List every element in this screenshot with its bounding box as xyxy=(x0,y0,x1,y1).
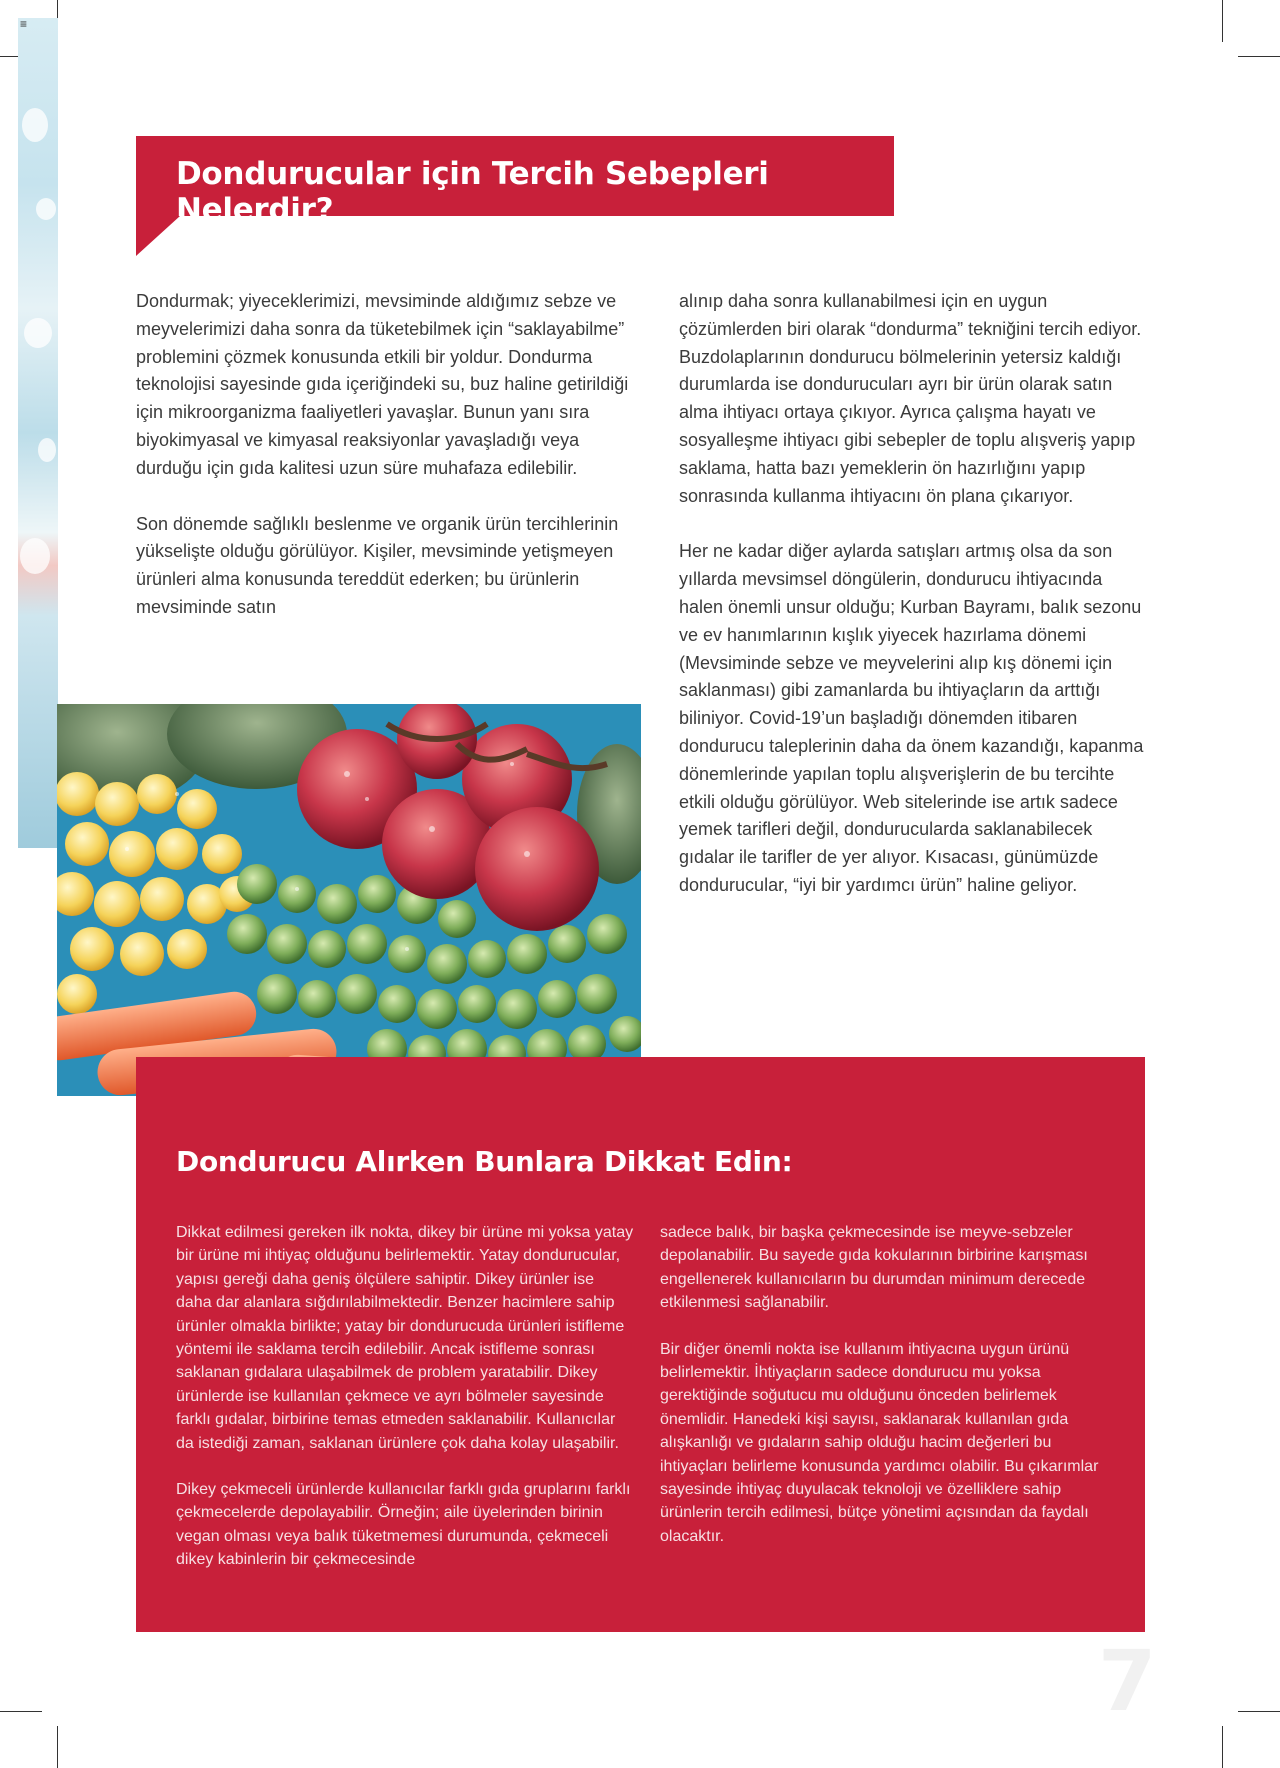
menu-icon[interactable]: ≡ xyxy=(20,17,28,31)
title-banner-tail xyxy=(136,216,180,256)
decorative-ice-strip xyxy=(18,18,58,848)
body-column-left xyxy=(136,288,636,650)
frozen-vegetables-photo xyxy=(57,704,641,1096)
paragraph: sadece balık, bir başka çekmecesinde ise meyve-sebzeler depolanabilir. Bu sayede gıda kokularının birbirine karışması engellenerek kullanıcıların bu durumdan minimum derecede etkilenmesi sağlanabilir. xyxy=(660,1224,1088,1312)
paragraph: Dondurmak; yiyeceklerimizi, mevsiminde aldığımız sebze ve meyvelerimizi daha sonra da tüketebilmek için “saklayabilme” problemini çözmek konusunda etkili bir yoldur. Dondurma teknolojisi sayesinde gıda içeriğindeki su, buz haline getirildiği için mikroorganizma faaliyetleri yavaşlar. Bunun yanı sıra biyokimyasal ve kimyasal reaksiyonlar yavaşladığı veya durduğu için gıda kalitesi uzun süre muhafaza edilebilir. xyxy=(136,291,629,478)
frozen-vegetables-illustration xyxy=(57,704,641,1096)
tips-column-left xyxy=(176,1221,634,1595)
crop-mark xyxy=(1222,1726,1223,1768)
crop-mark xyxy=(57,1726,58,1768)
page-number: 7 xyxy=(1098,1632,1157,1730)
crop-mark xyxy=(1222,0,1223,42)
tips-box xyxy=(136,1057,1145,1632)
paragraph: Bir diğer önemli nokta ise kullanım ihtiyacına uygun ürünü belirlemektir. İhtiyaçların sadece dondurucu mu yoksa gerektiğinde soğutucu mu olduğunu önceden belirlemek önemlidir. Hanedeki kişi sayısı, saklanarak kullanılan gıda alışkanlığı ve gıdaların sahip olduğu hacim değerleri bu ihtiyaçları belirleme konusunda yardımcı olabilir. Bu çıkarımlar sayesinde ihtiyaç duyulacak teknoloji ve özelliklere sahip ürünlerin tercih edilmesi, bütçe yönetimi açısından da faydalı olacaktır. xyxy=(660,1340,1099,1545)
tips-column-right xyxy=(660,1221,1110,1571)
paragraph: alınıp daha sonra kullanabilmesi için en uygun çözümlerden biri olarak “dondurma” tekniğini tercih ediyor. Buzdolaplarının dondurucu bölmelerinin yetersiz kaldığı durumlarda ise dondurucuları ayrı bir ürün olarak satın alma ihtiyacı ortaya çıkıyor. Ayrıca çalışma hayatı ve sosyalleşme ihtiyacı gibi sebepler de toplu alışveriş yapıp saklama, hatta bazı yemeklerin ön hazırlığını yapıp sonrasında kullanma ihtiyacını ön plana çıkarıyor. xyxy=(679,291,1142,506)
paragraph: Her ne kadar diğer aylarda satışları artmış olsa da son yıllarda mevsimsel döngülerin, dondurucu ihtiyacında halen önemli unsur olduğu; Kurban Bayramı, balık sezonu ve ev hanımlarının kışlık yiyecek hazırlama dönemi (Mevsiminde sebze ve meyvelerini alıp kış dönemi için saklanması) gibi zamanlarda bu ihtiyaçların da arttığı biliniyor. Covid-19’un başladığı dönemden itibaren dondurucu taleplerinin daha da önem kazandığı, kapanma dönemlerinde yapılan toplu alışverişlerin de bu tercihte etkili olduğu görülüyor. Web sitelerinde ise artık sadece yemek tarifleri değil, dondurucularda saklanabilecek gıdalar ile tarifler de yer alıyor. Kısacası, günümüzde dondurucular, “iyi bir yardımcı ürün” haline geliyor. xyxy=(679,541,1144,895)
crop-mark xyxy=(0,1711,42,1712)
title-banner xyxy=(136,136,894,228)
tips-box-title: Dondurucu Alırken Bunlara Dikkat Edin: xyxy=(176,1145,793,1178)
page-title: Dondurucular için Tercih Sebepleri Nelerdir? xyxy=(176,156,769,228)
paragraph: Dikkat edilmesi gereken ilk nokta, dikey bir ürüne mi yoksa yatay bir ürüne mi ihtiyaç olduğunu belirlemektir. Yatay dondurucular, yapısı gereği daha geniş ölçülere sahiptir. Dikey ürünler ise daha dar alanlara sığdırılabilmektedir. Benzer hacimlere sahip ürünler olmakla birlikte; yatay bir dondurucuda ürünleri istifleme yöntemi ile saklama tercih edilebilir. Ancak istifleme sonrası saklanan gıdalara ulaşabilmek de problem yaratabilir. Dikey ürünlerde ise kullanılan çekmece ve ayrı bölmeler sayesinde farklı gıdalar, birbirine temas etmeden saklanabilir. Kullanıcılar da istediği zaman, saklanan ürünlere çok daha kolay ulaşabilir. xyxy=(176,1224,634,1452)
paragraph: Son dönemde sağlıklı beslenme ve organik ürün tercihlerinin yükselişte olduğu görülüyor. Kişiler, mevsiminde yetişmeyen ürünleri alma konusunda tereddüt ederken; bu ürünlerin mevsiminde satın xyxy=(136,513,619,617)
crop-mark xyxy=(1238,1711,1280,1712)
body-column-right xyxy=(679,288,1149,928)
crop-mark xyxy=(1238,56,1280,57)
paragraph: Dikey çekmeceli ürünlerde kullanıcılar farklı gıda gruplarını farklı çekmecelerde depolayabilir. Örneğin; aile üyelerinden birinin vegan olması veya balık tüketmemesi durumunda, çekmeceli dikey kabinlerin bir çekmecesinde xyxy=(176,1481,631,1569)
